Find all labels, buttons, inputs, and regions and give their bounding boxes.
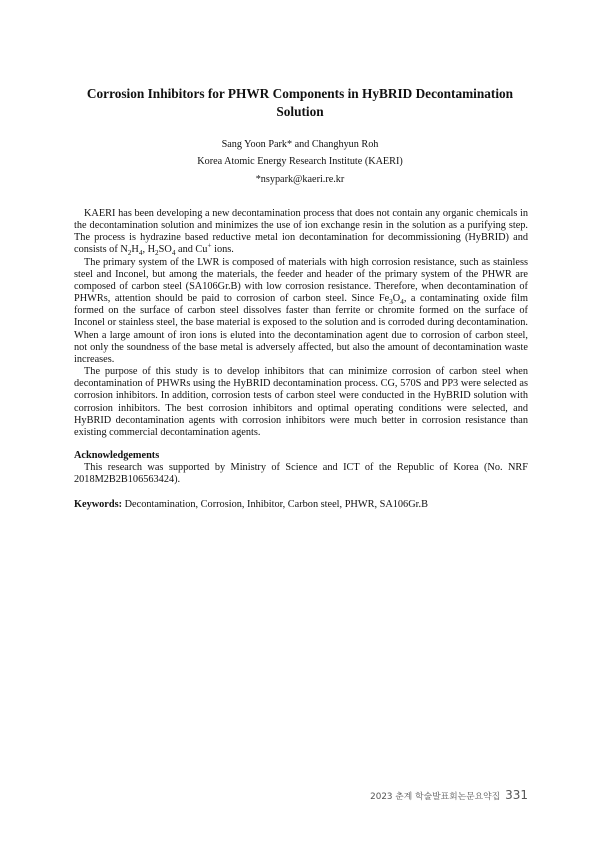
- p1-sub-c: 2: [155, 249, 159, 258]
- p1-text-b: H: [131, 244, 139, 256]
- paragraph-2: [74, 257, 528, 366]
- paper-title: Corrosion Inhibitors for PHWR Components in HyBRID Decontamination Solution: [86, 86, 514, 119]
- p1-sup-e: +: [207, 242, 212, 251]
- paragraph-1: [74, 208, 528, 257]
- author-line: Sang Yoon Park* and Changhyun Roh: [221, 139, 379, 150]
- keywords-line: [74, 499, 528, 511]
- acknowledgements-heading: Acknowledgements: [74, 449, 160, 461]
- acknowledgements-text: This research was supported by Ministry of Science and ICT of the Republic of Korea (No. NRF 2018M2B2B106563424).: [74, 462, 528, 486]
- p1-text-d: SO: [158, 244, 172, 256]
- abstract-body: [74, 208, 528, 512]
- p1-text-f: ions.: [211, 244, 234, 256]
- paragraph-3: The purpose of this study is to develop inhibitors that can minimize corrosion of carbon steel when decontamination of PHWRs using the HyBRID decontamination process. CG, 570S and PP3 were selected as corrosion inhibitors. In addition, corrosion tests of carbon steel were conducted in the HyBRID solution with corrosion inhibitors. The best corrosion inhibitors and optimal operating conditions were selected, and HyBRID decontamination agents with corrosion inhibitors were much better in corrosion resistance than existing commercial decontamination agents.: [74, 366, 528, 438]
- p1-text-a: KAERI has been developing a new decontamination process that does not contain any organic chemicals in the decontamination solution and minimizes the use of ion exchange resin in the solution as a purifying step. The process is hydrazine based reductive metal ion decontamination for decommissioning (HyBRID) and consists of N: [74, 208, 528, 256]
- p2-text-c: , a contaminating oxide film formed on the surface of carbon steel dissolves faster than ferrite or chromite formed on the surface of Inconel or stainless steel, the base material is exposed to the solution and is corroded during decontamination. When a large amount of iron ions is eluted into the decontamination agent due to corrosion of carbon steel, not only the soundness of the base metal is adversely affected, but also the amount of decontamination waste increases.: [74, 293, 528, 365]
- keywords-text: Decontamination, Corrosion, Inhibitor, Carbon steel, PHWR, SA106Gr.B: [122, 499, 428, 511]
- affiliation-line: Korea Atomic Energy Research Institute (KAERI): [197, 156, 403, 167]
- page-number: 331: [505, 788, 528, 802]
- p1-sub-d: 4: [171, 249, 176, 258]
- keywords-label: Keywords:: [74, 499, 123, 511]
- p1-sub-a: 2: [127, 249, 132, 258]
- p2-text-a: The primary system of the LWR is composed of materials with high corrosion resistance, such as stainless steel and Inconel, but among the materials, the feeder and header of the primary system of the PHWR are composed of carbon steel (SA106Gr.B) with low corrosion resistance. Therefore, when decontamination of PHWRs, attention should be paid to corrosion of carbon steel. Since Fe: [74, 256, 528, 305]
- p1-text-e: and Cu: [175, 244, 208, 256]
- p1-text-c: , H: [142, 244, 156, 256]
- p1-sub-b: 4: [138, 249, 143, 258]
- proceedings-title: 2023 춘계 학술발표회논문요약집: [370, 792, 501, 802]
- email-line: *nsypark@kaeri.re.kr: [255, 174, 345, 185]
- p2-text-b: O: [392, 293, 401, 305]
- p2-sub-a: 3: [389, 298, 393, 307]
- page-footer: [370, 788, 528, 802]
- p2-sub-b: 4: [400, 298, 404, 307]
